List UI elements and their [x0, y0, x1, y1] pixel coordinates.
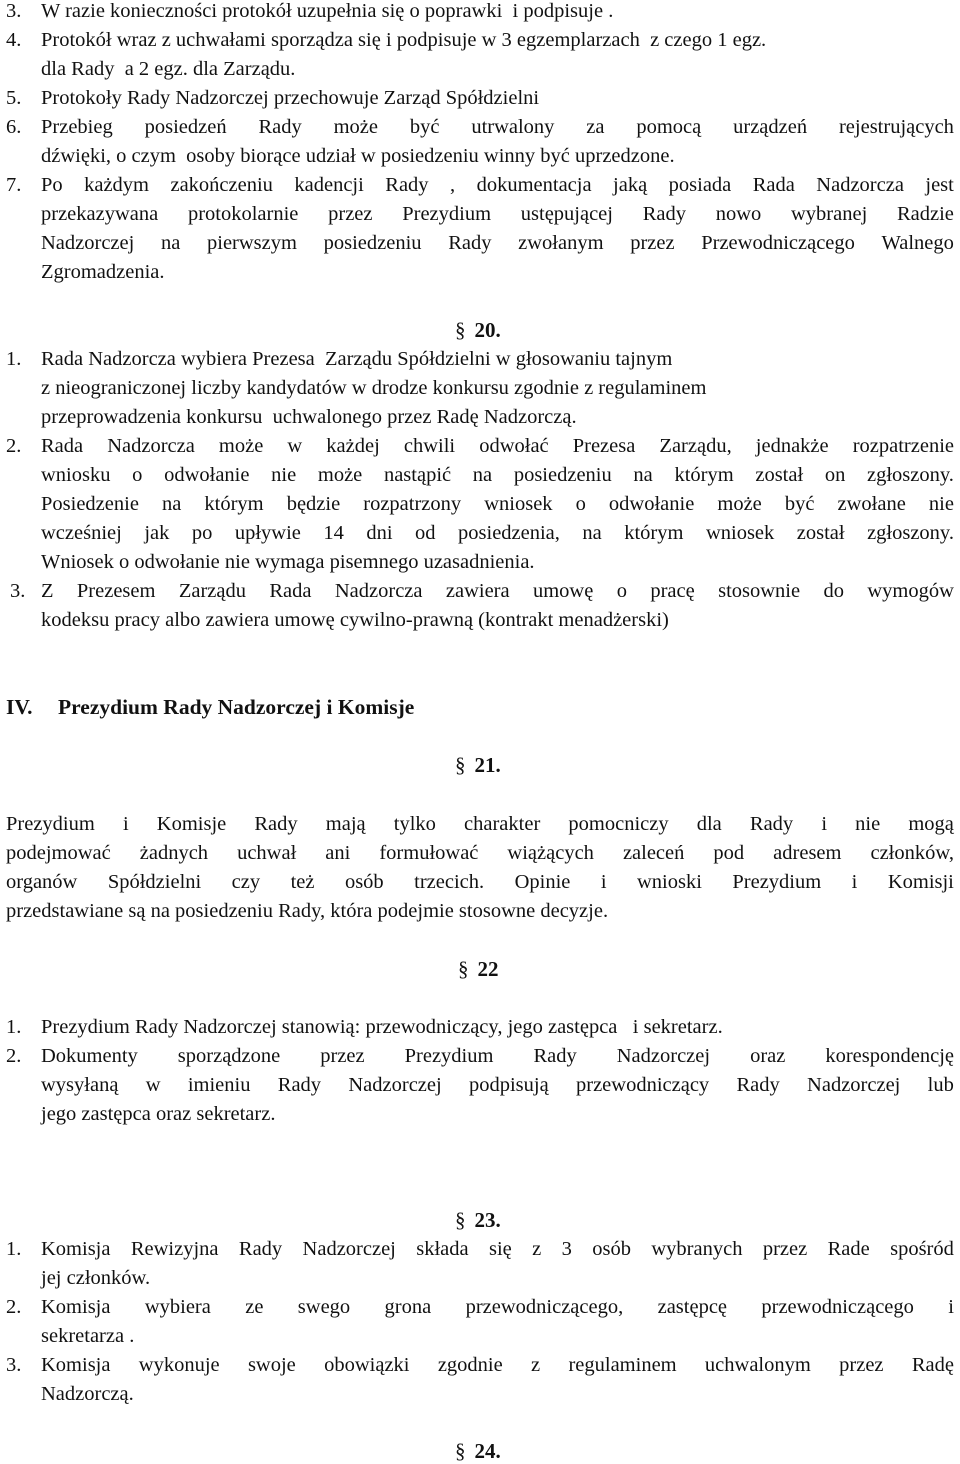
sec22-item-1-line: Prezydium Rady Nadzorczej stanowią: przewodniczący, jego zastępca i sekretarz.	[41, 1016, 723, 1038]
chapter-title: Prezydium Rady Nadzorczej i Komisje	[58, 695, 415, 719]
item-6-number: 6.	[6, 116, 22, 138]
sec22-item-1-number: 1.	[6, 1016, 22, 1038]
sec20-item-3-line: kodeksu pracy albo zawiera umowę cywilno-prawną (kontrakt menadżerski)	[41, 609, 669, 631]
item-7-line: Nadzorczej na pierwszym posiedzeniu Rady zwołanym przez Przewodniczącego Walnego	[41, 232, 954, 254]
item-7-line: przekazywana protokolarnie przez Prezydium ustępującej Rady nowo wybranej Radzie	[41, 203, 954, 225]
sec22-item-2-line: Dokumenty sporządzone przez Prezydium Rady Nadzorczej oraz korespondencję	[41, 1045, 954, 1067]
sec21-paragraph-line: organów Spółdzielni czy też osób trzecich. Opinie i wnioski Prezydium i Komisji	[6, 871, 954, 893]
sec20-item-1-line: przeprowadzenia konkursu uchwalonego przez Radę Nadzorczą.	[41, 406, 577, 428]
item-4-number: 4.	[6, 29, 22, 51]
paragraph-sign-icon: §	[455, 1208, 466, 1232]
sec23-item-3-number: 3.	[6, 1354, 22, 1376]
item-3-line: W razie konieczności protokół uzupełnia się o poprawki i podpisuje .	[41, 0, 614, 22]
paragraph-sign-icon: §	[455, 1439, 466, 1463]
sec23-item-1-line: jej członków.	[41, 1267, 151, 1289]
item-7-line: Zgromadzenia.	[41, 261, 165, 283]
sec21-paragraph-line: Prezydium i Komisje Rady mają tylko charakter pomocniczy dla Rady i nie mogą	[6, 813, 954, 835]
item-6-line: dźwięki, o czym osoby biorące udział w posiedzeniu winny być uprzedzone.	[41, 145, 675, 167]
section-number: 22	[477, 957, 499, 981]
paragraph-sign-icon: §	[458, 957, 469, 981]
sec20-item-2-line: Wniosek o odwołanie nie wymaga pisemnego uzasadnienia.	[41, 551, 535, 573]
sec20-item-3-number: 3.	[10, 580, 26, 602]
sec20-item-1-number: 1.	[6, 348, 22, 370]
section-21-heading	[455, 755, 501, 776]
paragraph-sign-icon: §	[455, 753, 466, 777]
section-number: 23.	[474, 1208, 501, 1232]
sec22-item-2-line: wysyłaną w imieniu Rady Nadzorczej podpisują przewodniczący Rady Nadzorczej lub	[41, 1074, 954, 1096]
sec20-item-1-line: z nieograniczonej liczby kandydatów w drodze konkursu zgodnie z regulaminem	[41, 377, 707, 399]
section-20-heading	[455, 320, 501, 341]
sec23-item-3-line: Nadzorczą.	[41, 1383, 134, 1405]
item-7-number: 7.	[6, 174, 22, 196]
section-22-heading	[458, 959, 499, 980]
section-number: 24.	[474, 1439, 501, 1463]
sec20-item-2-line: Rada Nadzorcza może w każdej chwili odwołać Prezesa Zarządu, jednakże rozpatrzenie	[41, 435, 954, 457]
item-5-number: 5.	[6, 87, 22, 109]
sec20-item-2-number: 2.	[6, 435, 22, 457]
item-7-line: Po każdym zakończeniu kadencji Rady , dokumentacja jaką posiada Rada Nadzorcza jest	[41, 174, 954, 196]
sec23-item-1-number: 1.	[6, 1238, 22, 1260]
sec22-item-2-number: 2.	[6, 1045, 22, 1067]
section-number: 21.	[474, 753, 501, 777]
item-5-line: Protokoły Rady Nadzorczej przechowuje Zarząd Spółdzielni	[41, 87, 540, 109]
sec23-item-2-number: 2.	[6, 1296, 22, 1318]
sec20-item-1-line: Rada Nadzorcza wybiera Prezesa Zarządu Spółdzielni w głosowaniu tajnym	[41, 348, 673, 370]
section-number: 20.	[474, 318, 501, 342]
sec20-item-3-line: Z Prezesem Zarządu Rada Nadzorcza zawiera umowę o pracę stosownie do wymogów	[41, 580, 954, 602]
sec21-paragraph-line: podejmować żadnych uchwał ani formułować wiążących zaleceń pod adresem członków,	[6, 842, 954, 864]
item-4-line: dla Rady a 2 egz. dla Zarządu.	[41, 58, 296, 80]
sec23-item-1-line: Komisja Rewizyjna Rady Nadzorczej składa się z 3 osób wybranych przez Rade spośród	[41, 1238, 954, 1260]
sec21-paragraph-line: przedstawiane są na posiedzeniu Rady, która podejmie stosowne decyzje.	[6, 900, 609, 922]
item-3-number: 3.	[6, 0, 22, 22]
sec23-item-2-line: sekretarza .	[41, 1325, 135, 1347]
sec23-item-2-line: Komisja wybiera ze swego grona przewodniczącego, zastępcę przewodniczącego i	[41, 1296, 954, 1318]
chapter-number: IV.	[6, 695, 33, 719]
sec23-item-3-line: Komisja wykonuje swoje obowiązki zgodnie z regulaminem uchwalonym przez Radę	[41, 1354, 954, 1376]
section-23-heading	[455, 1210, 501, 1231]
sec20-item-2-line: wniosku o odwołanie nie może nastąpić na posiedzeniu na którym został on zgłoszony.	[41, 464, 954, 486]
item-6-line: Przebieg posiedzeń Rady może być utrwalony za pomocą urządzeń rejestrujących	[41, 116, 954, 138]
sec20-item-2-line: Posiedzenie na którym będzie rozpatrzony wniosek o odwołanie może być zwołane nie	[41, 493, 954, 515]
sec20-item-2-line: wcześniej jak po upływie 14 dni od posiedzenia, na którym wniosek został zgłoszony.	[41, 522, 954, 544]
paragraph-sign-icon: §	[455, 318, 466, 342]
sec22-item-2-line: jego zastępca oraz sekretarz.	[41, 1103, 276, 1125]
item-4-line: Protokół wraz z uchwałami sporządza się i podpisuje w 3 egzemplarzach z czego 1 egz.	[41, 29, 767, 51]
section-24-heading	[455, 1441, 501, 1462]
